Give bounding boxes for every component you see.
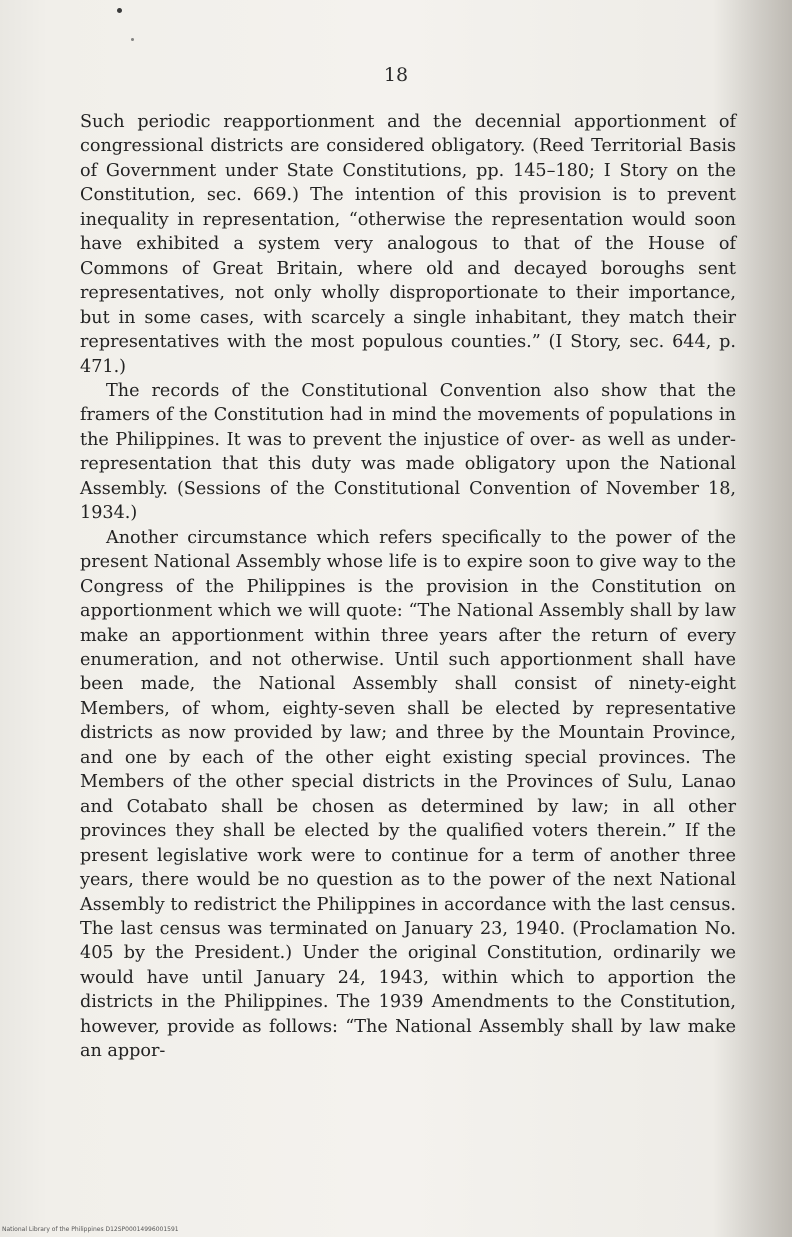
page-number: 18 bbox=[383, 64, 409, 86]
body-text bbox=[80, 110, 736, 1064]
library-caption: National Library of the Philippines D12SP00014996001591 bbox=[2, 1226, 179, 1233]
paragraph-2: The records of the Constitutional Convention also show that the framers of the Constitution had in mind the movements of populations in the Philippines. It was to prevent the injustice of over- as well as under-representation that this duty was made obligatory upon the National Assembly. (Sessions of the Constitutional Convention of November 18, 1934.) bbox=[80, 380, 736, 524]
paragraph-1: Such periodic reapportionment and the decennial apportionment of congressional districts are considered obligatory. (Reed Territorial Basis of Government under State Constitutions, pp. 145–180; I Story on the Constitution, sec. 669.) The intention of this provision is to prevent inequality in representation, “otherwise the representation would soon have exhibited a system very analogous to that of the House of Commons of Great Britain, where old and decayed boroughs sent representatives, not only wholly disproportionate to their importance, but in some cases, with scarcely a single inhabitant, they match their representatives with the most populous counties.” (I Story, sec. 644, p. 471.) bbox=[80, 112, 736, 377]
ink-speck bbox=[117, 8, 122, 13]
paragraph-3: Another circumstance which refers specifically to the power of the present National Assembly whose life is to expire soon to give way to the Congress of the Philippines is the provision in the Constitution on apportionment which we will quote: “The National Assembly shall by law make an apportionment within three years after the return of every enumeration, and not otherwise. Until such apportionment shall have been made, the National Assembly shall consist of ninety-eight Members, of whom, eighty-seven shall be elected by representative districts as now provided by law; and three by the Mountain Province, and one by each of the other eight existing special provinces. The Members of the other special districts in the Provinces of Sulu, Lanao and Cotabato shall be chosen as determined by law; in all other provinces they shall be elected by the qualified voters therein.” If the present legislative work were to continue for a term of another three years, there would be no question as to the power of the next National Assembly to redistrict the Philippines in accordance with the last census. The last census was terminated on January 23, 1940. (Proclamation No. 405 by the President.) Under the original Constitution, ordinarily we would have until January 24, 1943, within which to apportion the districts in the Philippines. The 1939 Amendments to the Constitution, however, provide as follows: “The National Assembly shall by law make an appor- bbox=[80, 527, 736, 1062]
ink-speck bbox=[131, 38, 134, 41]
